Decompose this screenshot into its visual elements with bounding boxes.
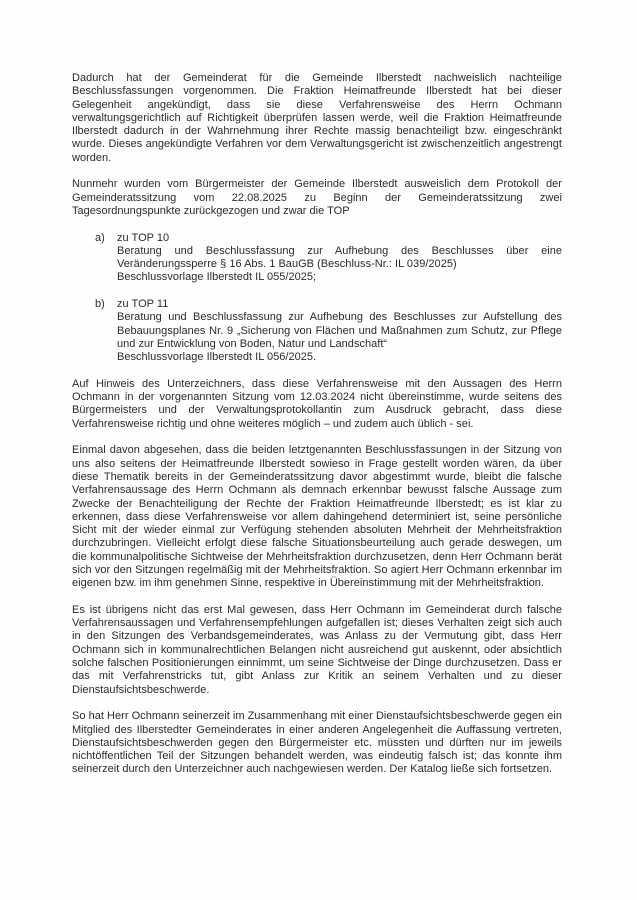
list-marker-b: b) [95,298,105,311]
list-item-b-title: zu TOP 11 [117,298,169,311]
list-item-a [72,232,562,285]
paragraph-5: Es ist übrigens nicht das erst Mal gewesen, dass Herr Ochmann im Gemeinderat durch falsche Verfahrensaussagen und Verfahrensempfehlungen aufgefallen ist; dieses Verhalten zeigt sich auch in den Sitzungen des Verbandsgemeinderates, was Anlass zu der Vermutung gibt, dass Herr Ochmann sich in kommunalrechtlichen Belangen nicht ausreichend gut auskennt, oder absichtlich solche falschen Positionierungen einnimmt, um seine Sichtweise der Dinge durchzusetzen. Dass er das mit Verfahrenstricks tut, gibt Anlass zur Kritik an seinem Verhalten und zu dieser Dienstaufsichtsbeschwerde. [72,603,562,696]
paragraph-3: Auf Hinweis des Unterzeichners, dass diese Verfahrensweise mit den Aussagen des Herrn Ochmann in der vorgenannten Sitzung vom 12.03.2024 nicht übereinstimme, wurde seitens des Bürgermeisters und der Verwaltungsprotokollantin zum Ausdruck gebracht, dass diese Verfahrensweise richtig und ohne weiteres möglich – und zudem auch üblich - sei. [72,377,562,430]
list-marker-a: a) [95,231,105,244]
list-item-a-body: Beratung und Beschlussfassung zur Aufhebung des Beschlusses über eine Veränderungssperre § 16 Abs. 1 BauGB (Beschluss-Nr.: IL 039/2025) [117,244,562,271]
paragraph-4: Einmal davon abgesehen, dass die beiden letztgenannten Beschlussfassungen in der Sitzung von uns also seitens der Heimatfreunde Ilberstedt sowieso in Frage gestellt worden wären, da über diese Thematik bereits in der Gemeinderatssitzung davor abgestimmt wurde, bleibt die falsche Verfahrensaussage des Herrn Ochmann als demnach erkennbar bewusst falsche Aussage zum Zwecke der Benachteiligung der Rechte der Fraktion Heimatfreunde Ilberstedt; es ist klar zu erkennen, dass diese Verfahrensweise vor allem dahingehend determiniert ist, seine persönliche Sicht mit der wieder einmal zur Verfügung stehenden absoluten Mehrheit der Mehrheitsfraktion durchzubringen. Vielleicht erfolgt diese falsche Situationsbeurteilung auch gerade deswegen, um die kommunalpolitische Sichtweise der Mehrheitsfraktion durchzusetzen, denn Herr Ochmann berät sich vor den Sitzungen regelmäßig mit der Mehrheitsfraktion. So agiert Herr Ochmann erkennbar im eigenen bzw. im ihm genehmen Sinne, respektive in Übereinstimmung mit der Mehrheitsfraktion. [72,444,562,590]
list-item-a-content [117,232,562,285]
paragraph-1: Dadurch hat der Gemeinderat für die Gemeinde Ilberstedt nachweislich nachteilige Beschlussfassungen vorgenommen. Die Fraktion Heimatfreunde Ilberstedt hat bei dieser Gelegenheit angekündigt, dass sie diese Verfahrensweise des Herrn Ochmann verwaltungsgerichtlich auf Richtigkeit überprüfen lassen werde, weil die Fraktion Heimatfreunde Ilberstedt dadurch in der Wahrnehmung ihrer Rechte massig benachteiligt bzw. eingeschränkt wurde. Dieses angekündigte Verfahren vor dem Verwaltungsgericht ist zwischenzeitlich angestrengt worden. [72,72,562,164]
paragraph-6: So hat Herr Ochmann seinerzeit im Zusammenhang mit einer Dienstaufsichtsbeschwerde gegen ein Mitglied des Ilberstedter Gemeinderates in einer anderen Angelegenheit die Auffassung vertreten, Dienstaufsichtsbeschwerden gegen den Bürgermeister etc. müssten und dürften nur im jeweils nichtöffentlichen Teil der Sitzungen behandelt werden, was eindeutig falsch ist; das konnte ihm seinerzeit durch den Unterzeichner auch nachgewiesen werden. Der Katalog ließe sich fortsetzen. [72,710,562,776]
list-item-b-content [117,298,562,364]
list-item-b [72,298,562,364]
paragraph-2: Nunmehr wurden vom Bürgermeister der Gemeinde Ilberstedt ausweislich dem Protokoll der Gemeinderatssitzung vom 22.08.2025 zu Beginn der Gemeinderatssitzung zwei Tagesordnungspunkte zurückgezogen und zwar die TOP [72,178,562,217]
list-item-a-title: zu TOP 10 [117,231,170,244]
list-item-a-reference: Beschlussvorlage Ilberstedt IL 055/2025; [117,271,317,284]
list-item-b-reference: Beschlussvorlage Ilberstedt IL 056/2025. [117,351,317,364]
list-item-b-body: Beratung und Beschlussfassung zur Aufhebung des Beschlusses zur Aufstellung des Bebauungsplanes Nr. 9 „Sicherung von Flächen und Maßnahmen zum Schutz, zur Pflege und zur Entwicklung von Boden, Natur und Landschaft“ [117,311,562,350]
